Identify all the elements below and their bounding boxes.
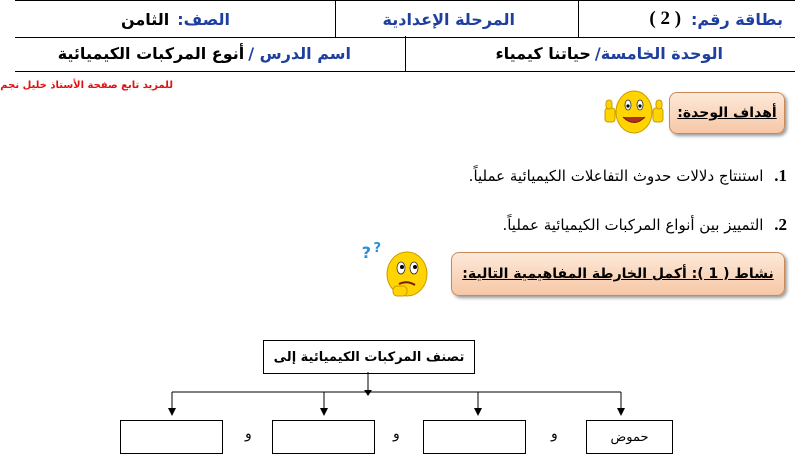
objective-2-number: 2.: [774, 215, 787, 234]
objective-2-text: التمييز بين أنواع المركبات الكيميائية عملياً.: [502, 216, 764, 234]
conjunction-1: و: [551, 426, 558, 442]
thinking-smiley-icon: [361, 238, 435, 302]
objective-1-text: استنتاج دلالات حدوث التفاعلات الكيميائية عملياً.: [468, 167, 764, 185]
concept-box-1-text: حموض: [610, 429, 649, 445]
svg-text:?: ?: [361, 243, 371, 262]
objective-1: [469, 166, 787, 186]
unit-label: الوحدة الخامسة/: [594, 44, 723, 63]
card-label: بطاقة رقم:: [691, 9, 783, 29]
concept-map-root-text: تصنف المركبات الكيميائية إلى: [273, 349, 465, 365]
unit-goals-title: أهداف الوحدة:: [677, 105, 777, 121]
thumbs-up-smiley-icon: [601, 86, 667, 138]
grade-cell: [121, 1, 230, 37]
unit-cell: [495, 36, 723, 71]
activity-label: [451, 252, 785, 296]
unit-goals-label: [669, 92, 785, 134]
objective-1-number: 1.: [774, 166, 787, 185]
lesson-label: اسم الدرس /: [248, 44, 351, 63]
concept-box-1: [586, 420, 673, 454]
lesson-cell: [58, 36, 351, 71]
unit-value: حياتنا كيمياء: [495, 44, 591, 63]
objective-2: [502, 215, 787, 235]
stage: المرحلة الإعدادية: [382, 9, 515, 29]
card-number: ( 2 ): [649, 8, 682, 29]
svg-text:?: ?: [373, 241, 381, 256]
grade-label: الصف:: [177, 9, 230, 29]
conjunction-2: و: [393, 426, 400, 442]
header-row-1: [15, 0, 795, 38]
activity-title: نشاط ( 1 ): أكمل الخارطة المفاهيمية التالية:: [462, 266, 774, 282]
lesson-value: أنوع المركبات الكيميائية: [57, 44, 245, 63]
card-number-cell: [649, 1, 783, 37]
concept-box-4[interactable]: [120, 420, 223, 454]
conjunction-3: و: [245, 426, 252, 442]
concept-box-3[interactable]: [272, 420, 375, 454]
header-row-2: [15, 36, 795, 72]
concept-map-connectors: [15, 372, 795, 424]
concept-box-2[interactable]: [423, 420, 526, 454]
grade-value: الثامن: [120, 9, 170, 29]
concept-map-root: [263, 340, 475, 374]
teacher-note: للمزيد تابع صفحة الأستاذ خليل نجم: [0, 80, 173, 91]
